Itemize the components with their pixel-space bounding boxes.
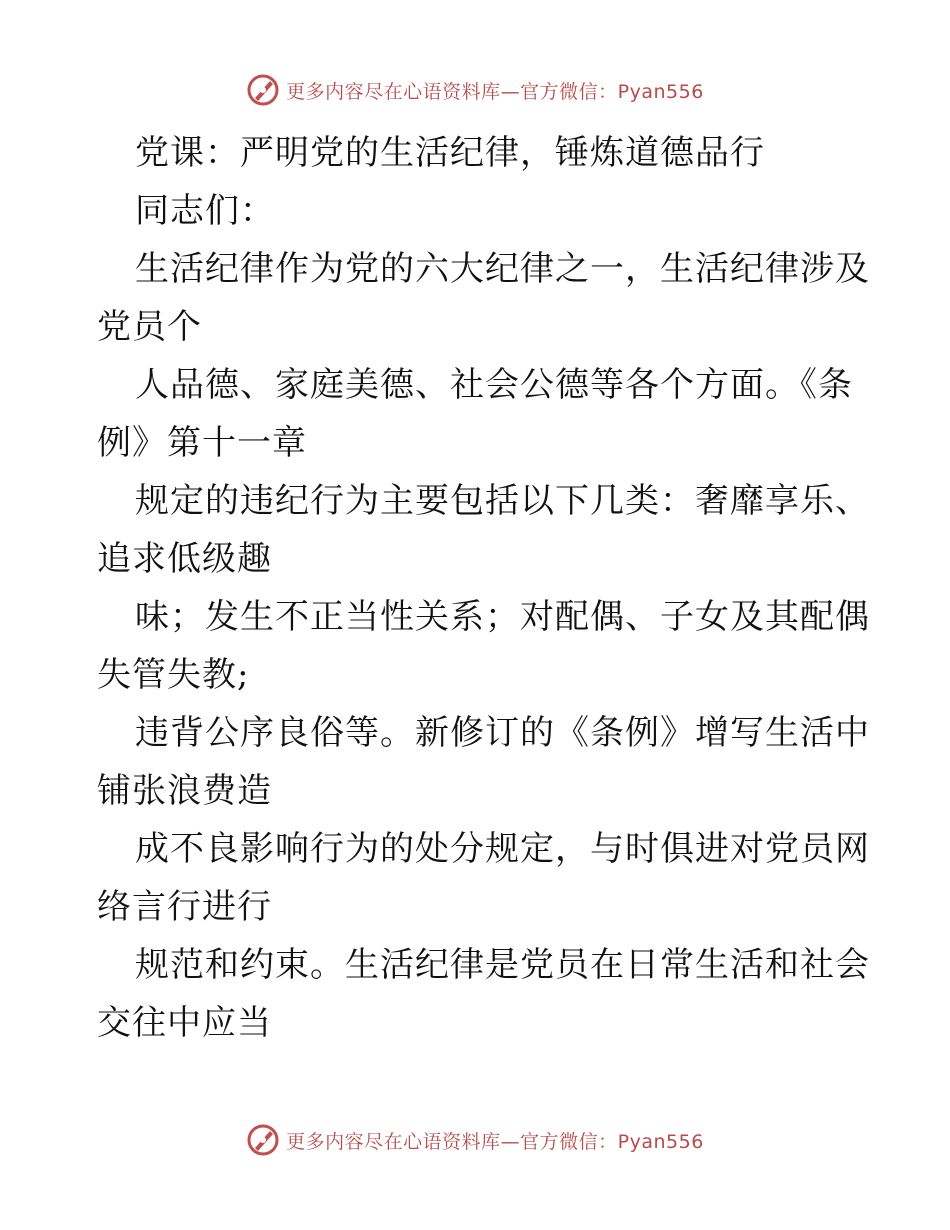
paragraph-line: 络言行进行: [97, 887, 272, 927]
watermark-text: 更多内容尽在心语资料库—官方微信：Pyan556: [286, 1130, 704, 1153]
paragraph-line: 失管失教;: [97, 655, 250, 695]
paragraph-line: 党员个: [97, 307, 202, 347]
paragraph-line: 例》第十一章: [97, 423, 307, 463]
header-watermark: [0, 70, 950, 110]
paragraph-line: 交往中应当: [97, 1003, 272, 1043]
paragraph-line: 追求低级趣: [97, 539, 272, 579]
pen-logo-icon: [246, 1123, 280, 1157]
watermark-text: 更多内容尽在心语资料库—官方微信：Pyan556: [286, 80, 704, 103]
paragraph-line: 味；发生不正当性关系；对配偶、子女及其配偶: [135, 597, 870, 637]
greeting: 同志们：: [135, 191, 275, 231]
paragraph-line: 铺张浪费造: [97, 771, 272, 811]
paragraph-line: 人品德、家庭美德、社会公德等各个方面。《条: [135, 365, 853, 405]
footer-watermark: [0, 1120, 950, 1160]
paragraph-line: 违背公序良俗等。新修订的《条例》增写生活中: [135, 713, 870, 753]
document-title: 党课：严明党的生活纪律，锤炼道德品行: [135, 133, 765, 173]
paragraph-line: 规定的违纪行为主要包括以下几类：奢靡享乐、: [135, 481, 870, 521]
pen-logo-icon: [246, 73, 280, 107]
paragraph-line: 生活纪律作为党的六大纪律之一，生活纪律涉及: [135, 249, 870, 289]
document-body: [97, 124, 870, 1052]
paragraph-line: 规范和约束。生活纪律是党员在日常生活和社会: [135, 945, 870, 985]
paragraph-line: 成不良影响行为的处分规定，与时俱进对党员网: [135, 829, 870, 869]
